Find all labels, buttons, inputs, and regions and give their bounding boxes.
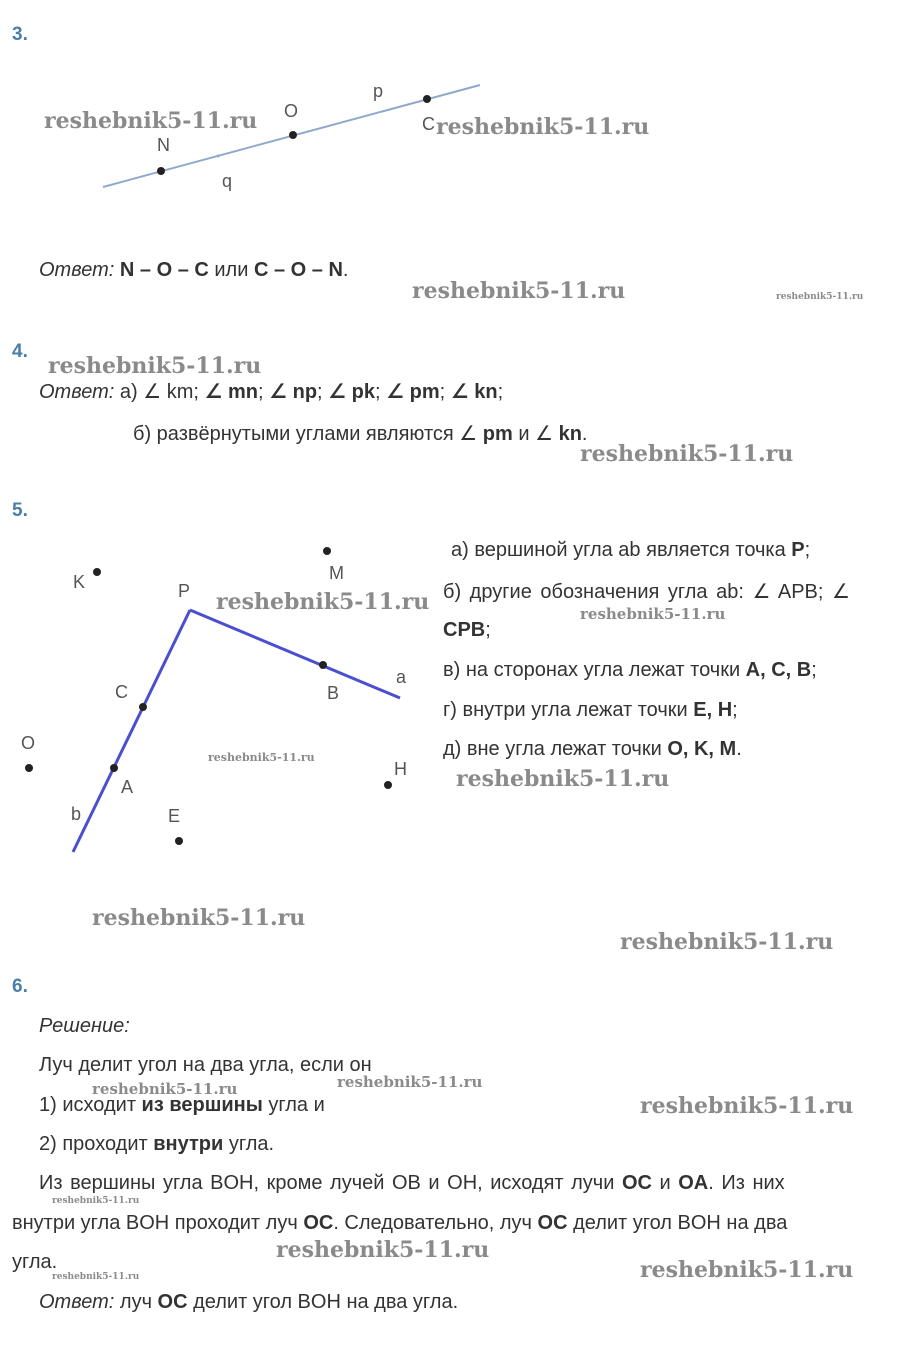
label-c: C xyxy=(422,114,435,134)
point-c5 xyxy=(139,703,147,711)
task-5-item-c xyxy=(443,659,817,682)
answer-label: Ответ: xyxy=(39,381,115,403)
answer-b-mid: и ∠ xyxy=(512,423,559,445)
watermark: reshebnik5-11.ru xyxy=(337,1073,483,1091)
watermark: reshebnik5-11.ru xyxy=(208,751,315,764)
point-h xyxy=(384,781,392,789)
para1-and: и xyxy=(651,1172,679,1194)
angle-kn-b: kn xyxy=(558,423,582,445)
sep: ; xyxy=(375,381,387,403)
watermark: reshebnik5-11.ru xyxy=(580,441,794,467)
line2-c: угла и xyxy=(262,1094,325,1116)
item-c-text: в) на сторонах угла лежат точки xyxy=(443,659,746,681)
label-a-ray: a xyxy=(396,667,407,687)
sep: ; xyxy=(317,381,329,403)
ray-a xyxy=(190,610,400,698)
item-b-bold: CPB xyxy=(443,619,486,641)
task-4-answer-b xyxy=(133,421,587,446)
end: ; xyxy=(497,381,504,403)
task-4-answer-a xyxy=(39,379,503,404)
line2-b: из вершины xyxy=(141,1094,263,1116)
point-a xyxy=(110,764,118,772)
item-b-text: б) другие обозначения угла ab: ∠ APB; ∠ xyxy=(443,581,850,603)
answer-con: C – O – N xyxy=(253,259,343,281)
line3-b: внутри xyxy=(153,1133,224,1155)
label-k: K xyxy=(73,572,86,592)
angle-pm: ∠ pm xyxy=(386,381,440,403)
para2-mid: . Следовательно, луч xyxy=(333,1212,538,1234)
answer-oc: OC xyxy=(157,1291,188,1313)
answer-b-prefix: б) развёрнутыми углами являются ∠ xyxy=(133,423,483,445)
watermark: reshebnik5-11.ru xyxy=(640,1257,854,1283)
line3-a: 2) проходит xyxy=(39,1133,154,1155)
para2-oc: OC xyxy=(303,1212,334,1234)
item-c-end: ; xyxy=(811,659,817,681)
answer-a-prefix: а) ∠ km; xyxy=(114,381,205,403)
item-d-bold: E, H xyxy=(693,699,733,721)
watermark: reshebnik5-11.ru xyxy=(620,929,834,955)
task-5-number: 5. xyxy=(12,500,28,521)
task-5-item-b xyxy=(443,579,914,604)
item-a-end: ; xyxy=(804,539,811,561)
watermark: reshebnik5-11.ru xyxy=(216,589,430,615)
para1-oc: OC xyxy=(621,1172,652,1194)
tick-mark xyxy=(217,155,220,158)
angle-pm-b: pm xyxy=(482,423,513,445)
task-5-item-a xyxy=(451,539,810,562)
answer-label: Ответ: xyxy=(39,1291,115,1313)
watermark: reshebnik5-11.ru xyxy=(52,1272,140,1282)
label-q: q xyxy=(222,171,233,191)
point-n xyxy=(157,167,165,175)
item-e-end: . xyxy=(736,738,742,760)
task-5-item-d xyxy=(443,699,738,722)
task-5-item-b-cont xyxy=(443,619,491,642)
point-e xyxy=(175,837,183,845)
label-e: E xyxy=(168,806,181,826)
label-b: B xyxy=(327,683,340,703)
task-4-number: 4. xyxy=(12,341,28,362)
point-b xyxy=(319,661,327,669)
item-b-end: ; xyxy=(485,619,491,641)
para1-end: . Из них xyxy=(708,1172,785,1194)
watermark: reshebnik5-11.ru xyxy=(456,766,670,792)
item-e-bold: O, K, M xyxy=(667,738,737,760)
task-3-answer xyxy=(39,259,348,282)
item-a-text: а) вершиной угла ab является точка xyxy=(451,539,792,561)
task-6-line-3 xyxy=(39,1133,274,1156)
item-d-text: г) внутри угла лежат точки xyxy=(443,699,694,721)
angle-kn: ∠ kn xyxy=(450,381,498,403)
watermark: reshebnik5-11.ru xyxy=(776,292,864,302)
answer-noc: N – O – C xyxy=(119,259,209,281)
line3-c: угла. xyxy=(223,1133,275,1155)
task-6-para-3: угла. xyxy=(12,1251,58,1273)
label-c5: C xyxy=(115,682,128,702)
solution-label: Решение: xyxy=(39,1015,130,1037)
watermark: reshebnik5-11.ru xyxy=(92,905,306,931)
para1-oa: OA xyxy=(678,1172,709,1194)
watermark: reshebnik5-11.ru xyxy=(436,114,650,140)
label-a: A xyxy=(121,777,134,797)
item-d-end: ; xyxy=(732,699,738,721)
task-5-item-e xyxy=(443,738,742,761)
para2-text: внутри угла BOH проходит луч xyxy=(12,1212,304,1234)
item-a-bold: P xyxy=(791,539,805,561)
watermark: reshebnik5-11.ru xyxy=(276,1237,490,1263)
watermark: reshebnik5-11.ru xyxy=(580,605,726,623)
item-c-bold: A, C, B xyxy=(745,659,812,681)
watermark: reshebnik5-11.ru xyxy=(412,278,626,304)
angle-pk: ∠ pk xyxy=(328,381,375,403)
angle-mn: ∠ mn xyxy=(204,381,258,403)
label-p5: P xyxy=(178,581,191,601)
answer-label: Ответ: xyxy=(39,259,115,281)
para2-end: делит угол BOH на два xyxy=(567,1212,788,1234)
sep: ; xyxy=(258,381,270,403)
sep: ; xyxy=(439,381,451,403)
line2-a: 1) исходит xyxy=(39,1094,142,1116)
task-6-para-2 xyxy=(12,1212,787,1235)
answer-or: или xyxy=(208,259,254,281)
answer-b-end: . xyxy=(581,423,588,445)
task-6-para-1 xyxy=(39,1172,785,1195)
watermark: reshebnik5-11.ru xyxy=(48,353,262,379)
task-3-number: 3. xyxy=(12,24,28,45)
point-o xyxy=(289,131,297,139)
label-b-ray: b xyxy=(71,804,82,824)
point-k xyxy=(93,568,101,576)
point-m xyxy=(323,547,331,555)
label-o5: O xyxy=(21,733,36,753)
task-6-number: 6. xyxy=(12,976,28,997)
para1-text: Из вершины угла BOH, кроме лучей OB и OH, исходят лучи xyxy=(39,1172,622,1194)
watermark: reshebnik5-11.ru xyxy=(640,1093,854,1119)
answer-end: . xyxy=(342,259,349,281)
watermark: reshebnik5-11.ru xyxy=(92,1080,238,1098)
label-p: p xyxy=(373,81,384,101)
label-m: M xyxy=(329,563,344,583)
task-6-line-1: Луч делит угол на два угла, если он xyxy=(39,1054,372,1076)
answer-a: луч xyxy=(114,1291,158,1313)
label-h: H xyxy=(394,759,407,779)
angle-np: ∠ np xyxy=(269,381,318,403)
answer-c: делит угол BOH на два угла. xyxy=(187,1291,459,1313)
point-c xyxy=(423,95,431,103)
task-6-answer xyxy=(39,1291,458,1314)
item-e-text: д) вне угла лежат точки xyxy=(443,738,668,760)
label-n: N xyxy=(157,135,170,155)
para2-oc2: OC xyxy=(537,1212,568,1234)
watermark: reshebnik5-11.ru xyxy=(52,1196,140,1206)
label-o: O xyxy=(284,101,299,121)
point-o5 xyxy=(25,764,33,772)
watermark: reshebnik5-11.ru xyxy=(44,108,258,134)
